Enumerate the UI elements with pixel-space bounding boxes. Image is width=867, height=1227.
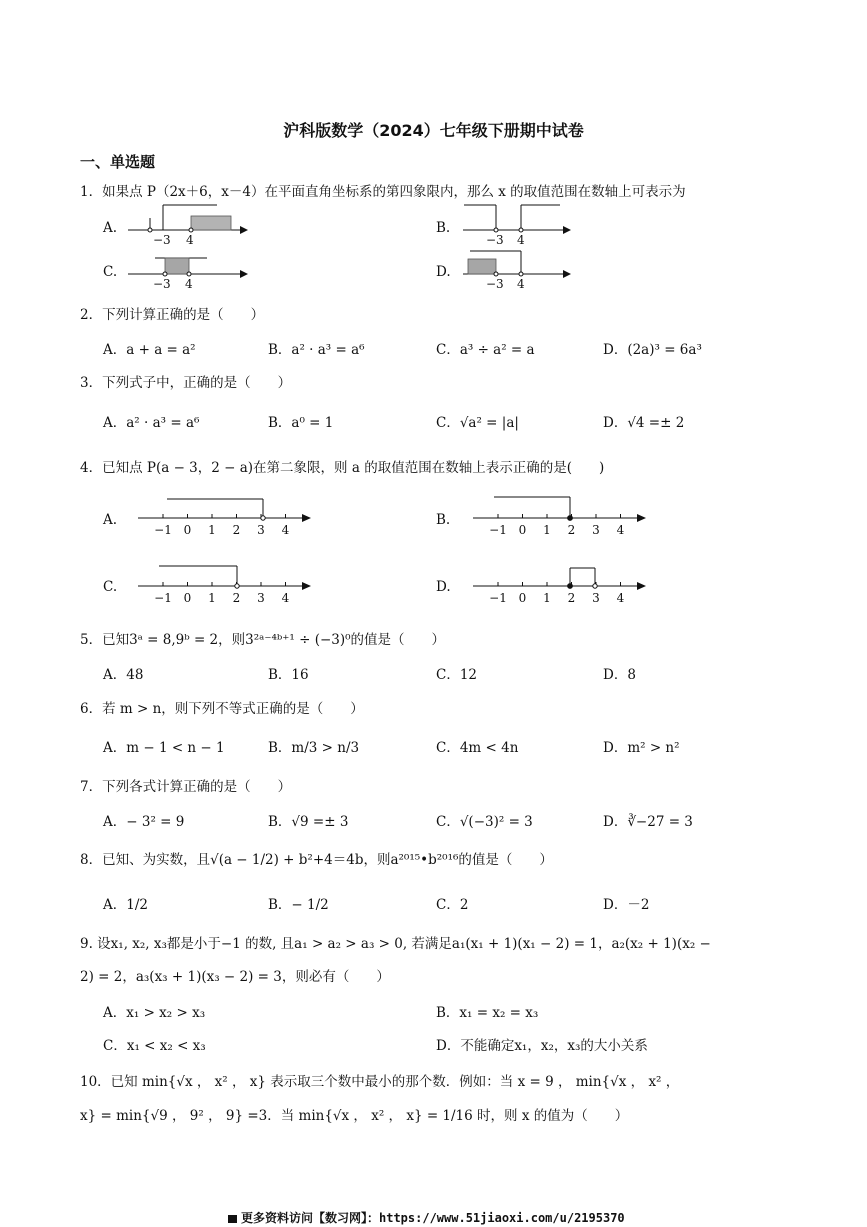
q3-option-d: D．√4 =± 2 — [603, 415, 685, 431]
question-6-stem: 6．若 m > n，则下列不等式正确的是（ ） — [80, 701, 364, 717]
tick-label: 4 — [517, 277, 525, 291]
tick-label: −1 — [489, 591, 507, 605]
tick-label: 1 — [208, 523, 216, 537]
tick-label: 4 — [281, 591, 290, 605]
q1-option-a-label: A. — [103, 220, 118, 236]
q3-option-a: A．a² · a³ = a⁶ — [103, 415, 200, 431]
q7-option-a: A．− 3² = 9 — [103, 814, 185, 830]
footer-text: 更多资料访问【数习网】：https://www.51jiaoxi.com/u/2195370 — [241, 1211, 625, 1225]
tick-label: 2 — [232, 523, 241, 537]
tick-label: −3 — [486, 233, 504, 247]
q1-number-line-b — [460, 200, 585, 246]
question-3-stem: 3．下列式子中，正确的是（ ） — [80, 375, 292, 391]
tick-label: 4 — [281, 523, 290, 537]
question-9-stem-line2: 2) = 2，a₃(x₃ + 1)(x₃ − 2) = 3，则必有（ ） — [80, 969, 390, 985]
q4-option-d-label: D. — [436, 579, 451, 595]
tick-label: 2 — [567, 523, 576, 537]
q7-option-b: B．√9 =± 3 — [268, 814, 349, 830]
tick-label: 3 — [592, 591, 600, 605]
question-5-stem: 5．已知3ᵃ = 8,9ᵇ = 2，则3²ᵃ⁻⁴ᵇ⁺¹ ÷ (−3)⁰的值是（ ） — [80, 632, 446, 648]
q2-option-b: B．a² · a³ = a⁶ — [268, 342, 365, 358]
q6-option-b: B．m/3 > n/3 — [268, 740, 360, 756]
q4-option-b-label: B. — [436, 512, 451, 528]
question-10-stem-line1: 10．已知 min{√x ， x² ， x} 表示取三个数中最小的那个数．例如：当 x = 9 ， min{√x ， x² ， — [80, 1074, 680, 1090]
q3-option-c: C．√a² = |a| — [436, 415, 519, 431]
tick-label: −1 — [154, 591, 172, 605]
tick-label: −3 — [153, 233, 171, 247]
q1-option-d-label: D. — [436, 264, 451, 280]
q2-option-c: C．a³ ÷ a² = a — [436, 342, 535, 358]
q4-number-line-b — [470, 492, 650, 540]
question-4-stem: 4．已知点 P(a − 3，2 − a)在第二象限，则 a 的取值范围在数轴上表示正确的是( ) — [80, 460, 605, 476]
q5-option-b: B．16 — [268, 667, 309, 683]
q8-option-d: D．－2 — [603, 897, 650, 913]
question-10-stem-line2: x} = min{√9 ， 9² ， 9} =3．当 min{√x ， x² ， x} = 1/16 时，则 x 的值为（ ） — [80, 1108, 629, 1124]
q1-option-b-label: B. — [436, 220, 451, 236]
tick-label: 3 — [592, 523, 600, 537]
q2-option-d: D．(2a)³ = 6a³ — [603, 342, 702, 358]
q7-option-d: D．∛−27 = 3 — [603, 814, 693, 830]
q5-option-a: A．48 — [103, 667, 144, 683]
q8-option-a: A．1/2 — [103, 897, 148, 913]
tick-label: 4 — [186, 233, 194, 247]
q4-option-c-label: C. — [103, 579, 118, 595]
q2-option-a: A．a + a = a² — [103, 342, 196, 358]
question-1-stem: 1．如果点 P（2x＋6，x－4）在平面直角坐标系的第四象限内，那么 x 的取值范围在数轴上可表示为 — [80, 184, 686, 200]
tick-label: −1 — [154, 523, 172, 537]
tick-label: −3 — [153, 277, 171, 291]
tick-label: −1 — [489, 523, 507, 537]
q4-number-line-c — [135, 560, 315, 608]
q9-option-a: A．x₁ > x₂ > x₃ — [103, 1005, 206, 1021]
tick-label: 0 — [183, 591, 192, 605]
tick-label: −3 — [486, 277, 504, 291]
q1-number-line-d — [460, 246, 585, 292]
q7-option-c: C．√(−3)² = 3 — [436, 814, 533, 830]
tick-label: 4 — [517, 233, 525, 247]
q8-option-c: C．2 — [436, 897, 469, 913]
footer-link[interactable] — [228, 1209, 625, 1226]
q5-option-d: D．8 — [603, 667, 636, 683]
q6-option-c: C．4m < 4n — [436, 740, 519, 756]
question-7-stem: 7．下列各式计算正确的是（ ） — [80, 779, 292, 795]
flag-icon — [228, 1215, 237, 1223]
q8-option-b: B．− 1/2 — [268, 897, 329, 913]
question-2-stem: 2．下列计算正确的是（ ） — [80, 307, 265, 323]
q1-number-line-a — [125, 200, 250, 246]
q4-option-a-label: A. — [103, 512, 118, 528]
section-heading: 一、单选题 — [80, 153, 156, 171]
tick-label: 0 — [518, 523, 527, 537]
tick-label: 4 — [616, 523, 625, 537]
q9-option-c: C．x₁ < x₂ < x₃ — [103, 1038, 206, 1054]
q9-option-b: B．x₁ = x₂ = x₃ — [436, 1005, 539, 1021]
q1-number-line-c — [125, 246, 250, 292]
tick-label: 3 — [257, 523, 265, 537]
tick-label: 0 — [518, 591, 527, 605]
tick-label: 1 — [543, 523, 551, 537]
page-title: 沪科版数学（2024）七年级下册期中试卷 — [283, 121, 584, 140]
tick-label: 4 — [616, 591, 625, 605]
question-9-stem-line1: 9. 设x₁, x₂, x₃都是小于−1 的数, 且a₁ > a₂ > a₃ > 0, 若满足a₁(x₁ + 1)(x₁ − 2) = 1，a₂(x₂ + 1)(x₂ − — [80, 936, 711, 952]
tick-label: 2 — [567, 591, 576, 605]
q3-option-b: B．a⁰ = 1 — [268, 415, 334, 431]
tick-label: 1 — [208, 591, 216, 605]
q6-option-d: D．m² > n² — [603, 740, 680, 756]
tick-label: 3 — [257, 591, 265, 605]
q6-option-a: A．m − 1 < n − 1 — [103, 740, 225, 756]
q5-option-c: C．12 — [436, 667, 478, 683]
tick-label: 4 — [185, 277, 193, 291]
q9-option-d: D．不能确定x₁，x₂，x₃的大小关系 — [436, 1038, 648, 1054]
q1-option-c-label: C. — [103, 264, 118, 280]
tick-label: 0 — [183, 523, 192, 537]
q4-number-line-d — [470, 560, 650, 608]
question-8-stem: 8．已知、为实数，且√(a − 1/2) + b²+4＝4b，则a²⁰¹⁵•b²⁰¹⁶的值是（ ） — [80, 852, 553, 868]
tick-label: 1 — [543, 591, 551, 605]
q4-number-line-a — [135, 492, 315, 540]
tick-label: 2 — [232, 591, 241, 605]
